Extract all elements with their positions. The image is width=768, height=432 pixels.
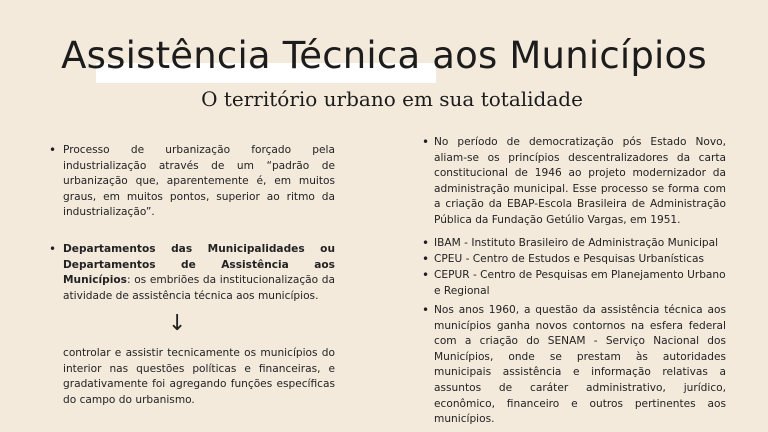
bullet-icon: •	[422, 268, 430, 282]
right-paragraph-senam: Nos anos 1960, a questão da assistência técnica aos municípios ganha novos contornos na esfera federal com a criação do SENAM - Serviço Nacional dos Municípios, onde se prestam às autoridades municipais assistência e informação relativas a assuntos de caráter administrativo, jurídico, econômico, financeiro e outros pertinentes aos municípios.	[434, 304, 726, 426]
bullet-icon: •	[49, 242, 57, 256]
left-paragraph-3: controlar e assistir tecnicamente os municípios do interior nas questões políticas e financeiras, e gradativamente foi agregando funções específicas do campo do urbanismo.	[63, 347, 335, 406]
bullet-icon: •	[422, 135, 430, 149]
bullet-icon: •	[49, 143, 57, 157]
bullet-icon: •	[422, 252, 430, 266]
left-paragraph-1: Processo de urbanização forçado pela industrialização através de um “padrão de urbanização que, aparentemente é, em muitos graus, em muitos pontos, superior ao ritmo da industrialização”.	[63, 144, 335, 219]
left-paragraph-2	[63, 242, 335, 304]
bullet-icon: •	[422, 236, 430, 250]
left-paragraph-2-rest: : os embriões da institucionalização da atividade de assistência técnica aos municípios.	[63, 274, 335, 302]
arrow-down-icon: ↓	[168, 311, 187, 336]
slide-title: Assistência Técnica aos Municípios	[61, 34, 707, 77]
slide-subtitle: O território urbano em sua totalidade	[201, 87, 583, 111]
right-paragraph-cepur: CEPUR - Centro de Pesquisas em Planejamento Urbano e Regional	[434, 269, 726, 297]
bullet-icon: •	[422, 303, 430, 317]
left-paragraph-2-bold: Departamentos das Municipalidades ou Departamentos de Assistência aos Municípios	[63, 243, 335, 287]
right-paragraph-1: No período de democratização pós Estado Novo, aliam-se os princípios descentralizadores da carta constitucional de 1946 ao projeto modernizador da administração municipal. Esse processo se forma com a criação da EBAP-Escola Brasileira de Administração Pública da Fundação Getúlio Vargas, em 1951.	[434, 136, 726, 226]
right-paragraph-cpeu: CPEU - Centro de Estudos e Pesquisas Urbanísticas	[434, 253, 704, 265]
right-paragraph-ibam: IBAM - Instituto Brasileiro de Administração Municipal	[434, 237, 719, 249]
